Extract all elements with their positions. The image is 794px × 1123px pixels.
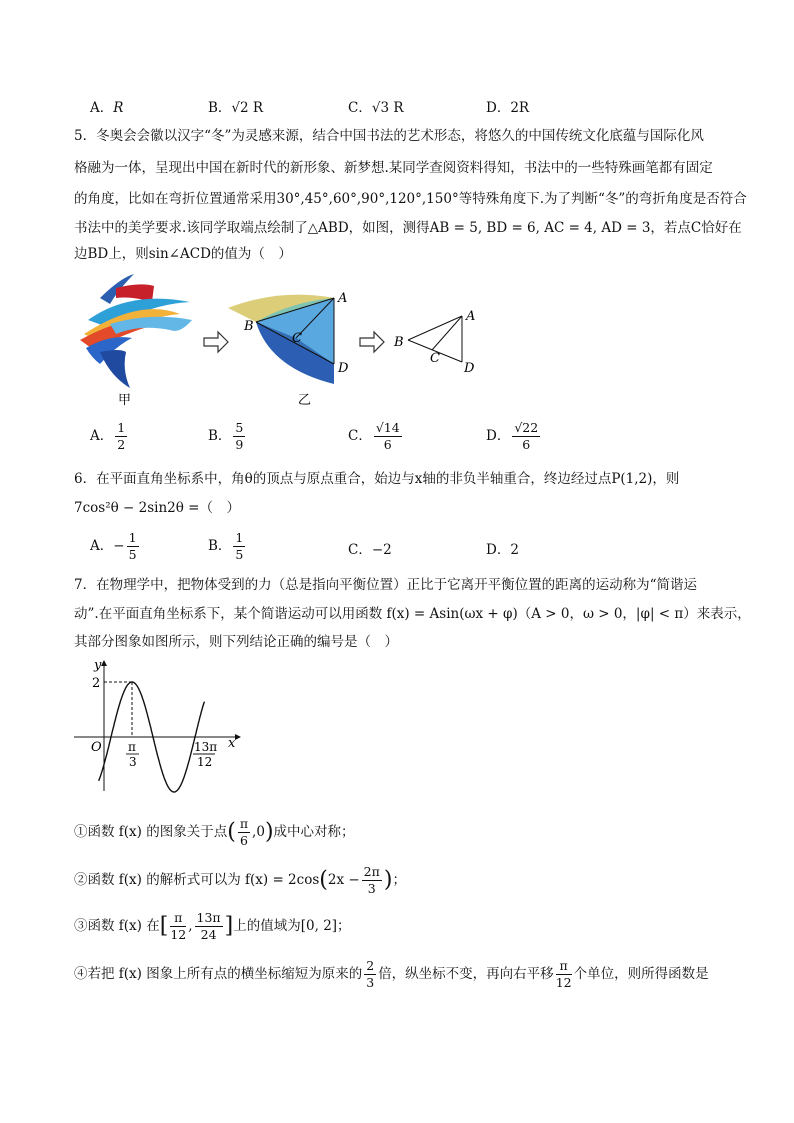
q6-line-1: 6．在平面直角坐标系中，角θ的顶点与原点重合，始边与x轴的非负半轴重合，终边经过点P(1,2)，则	[74, 471, 680, 487]
q6-option-a: A．− $\frac{1}{5}$	[90, 530, 137, 562]
label-c: C	[430, 351, 440, 366]
q5-option-d: D． $\frac{√22}{6}$	[486, 420, 539, 452]
q4-option-b: B．√2 R	[208, 100, 264, 116]
q7-line-3: 其部分图象如图所示，则下列结论正确的编号是（ ）	[74, 634, 398, 650]
label-c-mid: C	[292, 331, 302, 346]
q6-option-d: D．2	[486, 542, 519, 558]
label-a-mid: A	[338, 291, 348, 306]
fig-label-left: 甲	[118, 393, 132, 408]
q4-option-d: D．2R	[486, 100, 530, 116]
q7-line-2: 动”.在平面直角坐标系下，某个简谐运动可以用函数 f(x) = Asin(ωx + φ)（A > 0，ω > 0，|φ| < π）来表示，	[74, 606, 751, 622]
x-axis-label: x	[228, 736, 236, 751]
y-tick-label: 2	[92, 676, 101, 691]
x-tick-1-den: 3	[129, 755, 137, 769]
q5-line-4: 书法中的美学要求.该同学取端点绘制了△ABD，如图，测得AB = 5, BD = 6, AC = 4, AD = 3，若点C恰好在	[74, 220, 742, 236]
triangle-emblem-figure	[228, 295, 334, 384]
q6-option-b: B． $\frac{1}{5}$	[208, 530, 244, 562]
q5-line-5: 边BD上，则sin∠ACD的值为（ ）	[74, 246, 292, 262]
label-d: D	[464, 361, 475, 376]
q4-option-c: C．√3 R	[348, 100, 404, 116]
q7-statement-2: ②函数 f(x) 的解析式可以为 f(x) = 2cos(2x − $\frac{2\pi}{3}$ )；	[74, 864, 406, 896]
q7-line-1: 7．在物理学中，把物体受到的力（总是指向平衡位置）正比于它离开平衡位置的距离的运动称为“简谐运	[74, 577, 697, 593]
label-a: A	[466, 309, 476, 324]
winter-emblem-logo	[80, 274, 192, 388]
q5-line-2: 格融为一体，呈现出中国在新时代的新形象、新梦想.某同学查阅资料得知，书法中的一些特殊画笔都有固定	[74, 160, 713, 176]
label-d-mid: D	[338, 361, 349, 376]
x-tick-2-den: 12	[197, 755, 213, 769]
q7-statement-3: ③函数 f(x) 在[ $\frac{\pi}{12}$ , $\frac{13\pi}{24}$ ]上的值域为[0, 2]；	[74, 910, 351, 942]
q4-option-a: A．R	[90, 100, 124, 116]
q5-option-c: C． $\frac{√14}{6}$	[348, 420, 400, 452]
fig-label-right: 乙	[298, 393, 312, 408]
q5-option-a: A． $\frac{1}{2}$	[90, 420, 126, 452]
q7-statement-4: ④若把 f(x) 图象上所有点的横坐标缩短为原来的 $\frac{2}{3}$ 倍，纵坐标不变，再向右平移 $\frac{\pi}{12}$ 个单位，则所得函数是	[74, 958, 709, 990]
arrow-right-icon	[204, 332, 228, 352]
label-b-mid: B	[244, 319, 254, 334]
label-b: B	[394, 335, 404, 350]
arrow-right-icon	[360, 332, 384, 352]
y-axis-label: y	[94, 658, 102, 673]
q6-line-2: 7cos²θ − 2sin2θ =（ ）	[74, 500, 240, 516]
x-tick-2-num: 13π	[194, 740, 218, 754]
q5-option-b: B． $\frac{5}{9}$	[208, 420, 244, 452]
sine-graph	[68, 655, 248, 795]
origin-label: O	[91, 740, 102, 755]
q5-line-3: 的角度，比如在弯折位置通常采用30°,45°,60°,90°,120°,150°等特殊角度下.为了判断“冬”的弯折角度是否符合	[74, 191, 747, 207]
x-tick-1-num: π	[128, 740, 136, 754]
q7-statement-1: ①函数 f(x) 的图象关于点( $\frac{\pi}{6}$ ,0)成中心对称；	[74, 816, 355, 848]
q5-figure	[70, 268, 490, 408]
q5-line-1: 5．冬奥会会徽以汉字“冬”为灵感来源，结合中国书法的艺术形态，将悠久的中国传统文化底蕴与国际化风	[74, 128, 704, 144]
q6-option-c: C．−2	[348, 542, 392, 558]
